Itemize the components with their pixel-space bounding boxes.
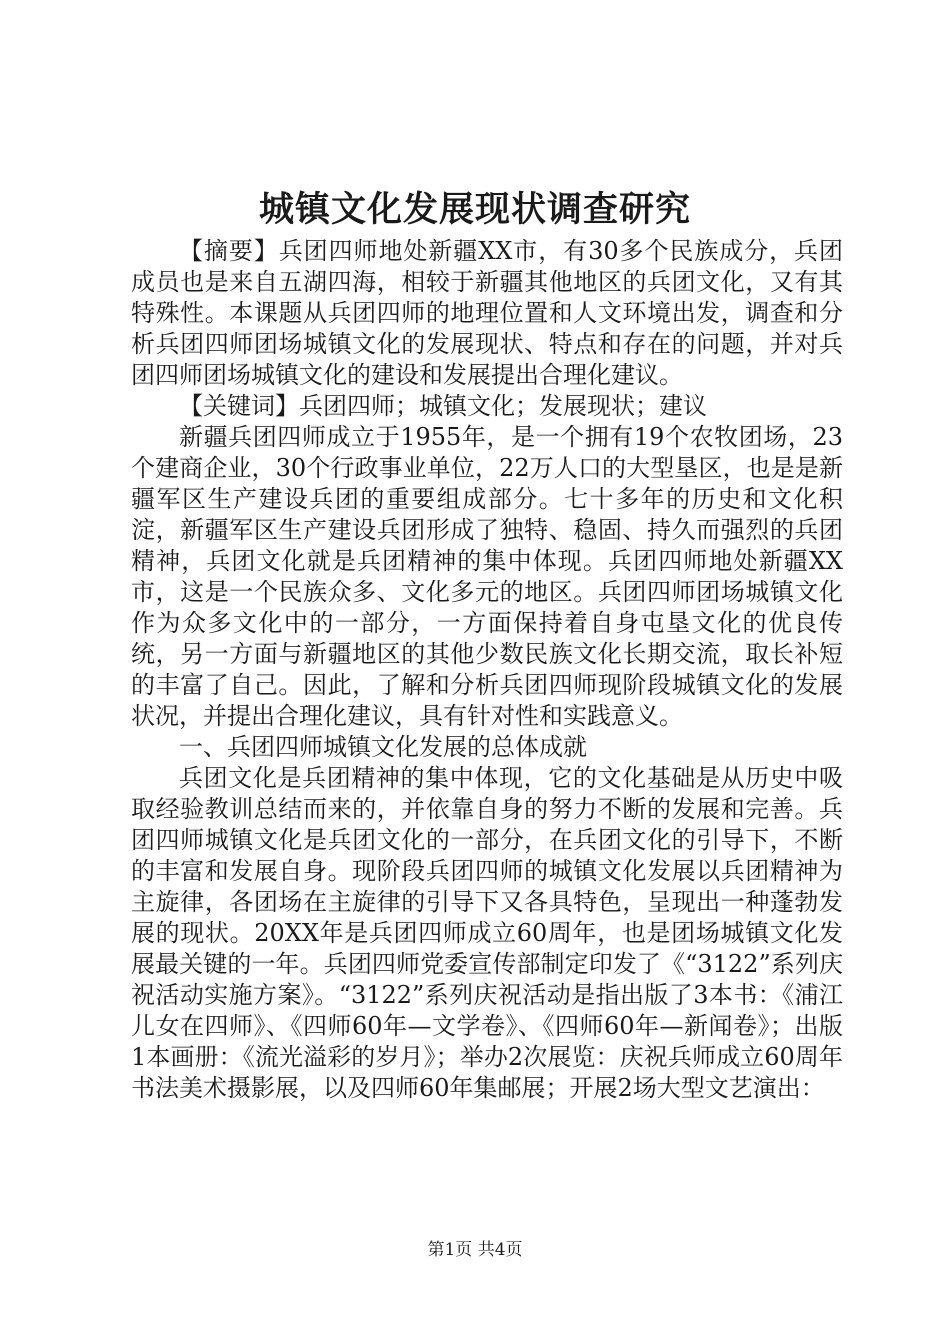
abstract-paragraph: 【摘要】兵团四师地处新疆XX市，有30多个民族成分，兵团成员也是来自五湖四海，相较于新疆其他地区的兵团文化，又有其特殊性。本课题从兵团四师的地理位置和人文环境出发，调查和分析兵团四师团场城镇文化的发展现状、特点和存在的问题，并对兵团四师团场城镇文化的建设和发展提出合理化建议。 [131, 237, 843, 389]
keywords-paragraph: 【关键词】兵团四师；城镇文化；发展现状；建议 [179, 392, 707, 420]
document-title: 城镇文化发展现状调查研究 [258, 189, 691, 230]
section-paragraph: 兵团文化是兵团精神的集中体现，它的文化基础是从历史中吸取经验教训总结而来的，并依靠自身的努力不断的发展和完善。兵团四师城镇文化是兵团文化的一部分，在兵团文化的引导下，不断的丰富和发展自身。现阶段兵团四师的城镇文化发展以兵团精神为主旋律，各团场在主旋律的引导下又各具特色，呈现出一种蓬勃发展的现状。20XX年是兵团四师成立60周年，也是团场城镇文化发展最关键的一年。兵团四师党委宣传部制定印发了《“3122”系列庆祝活动实施方案》。“3122”系列庆祝活动是指出版了3本书：《浦江儿女在四师》、《四师60年—文学卷》、《四师60年—新闻卷》；出版1本画册：《流光溢彩的岁月》；举办2次展览：庆祝兵师成立60周年书法美术摄影展，以及四师60年集邮展；开展2场大型文艺演出： [131, 764, 843, 1102]
document-body [131, 236, 843, 1104]
page-footer: 第1页 共4页 [427, 1240, 523, 1260]
intro-paragraph: 新疆兵团四师成立于1955年，是一个拥有19个农牧团场，23个建商企业，30个行政事业单位，22万人口的大型垦区，也是是新疆军区生产建设兵团的重要组成部分。七十多年的历史和文化积淀，新疆军区生产建设兵团形成了独特、稳固、持久而强烈的兵团精神，兵团文化就是兵团精神的集中体现。兵团四师地处新疆XX市，这是一个民族众多、文化多元的地区。兵团四师团场城镇文化作为众多文化中的一部分，一方面保持着自身屯垦文化的优良传统，另一方面与新疆地区的其他少数民族文化长期交流，取长补短的丰富了自己。因此，了解和分析兵团四师现阶段城镇文化的发展状况，并提出合理化建议，具有针对性和实践意义。 [131, 423, 843, 730]
section-heading: 一、兵团四师城镇文化发展的总体成就 [179, 733, 587, 761]
